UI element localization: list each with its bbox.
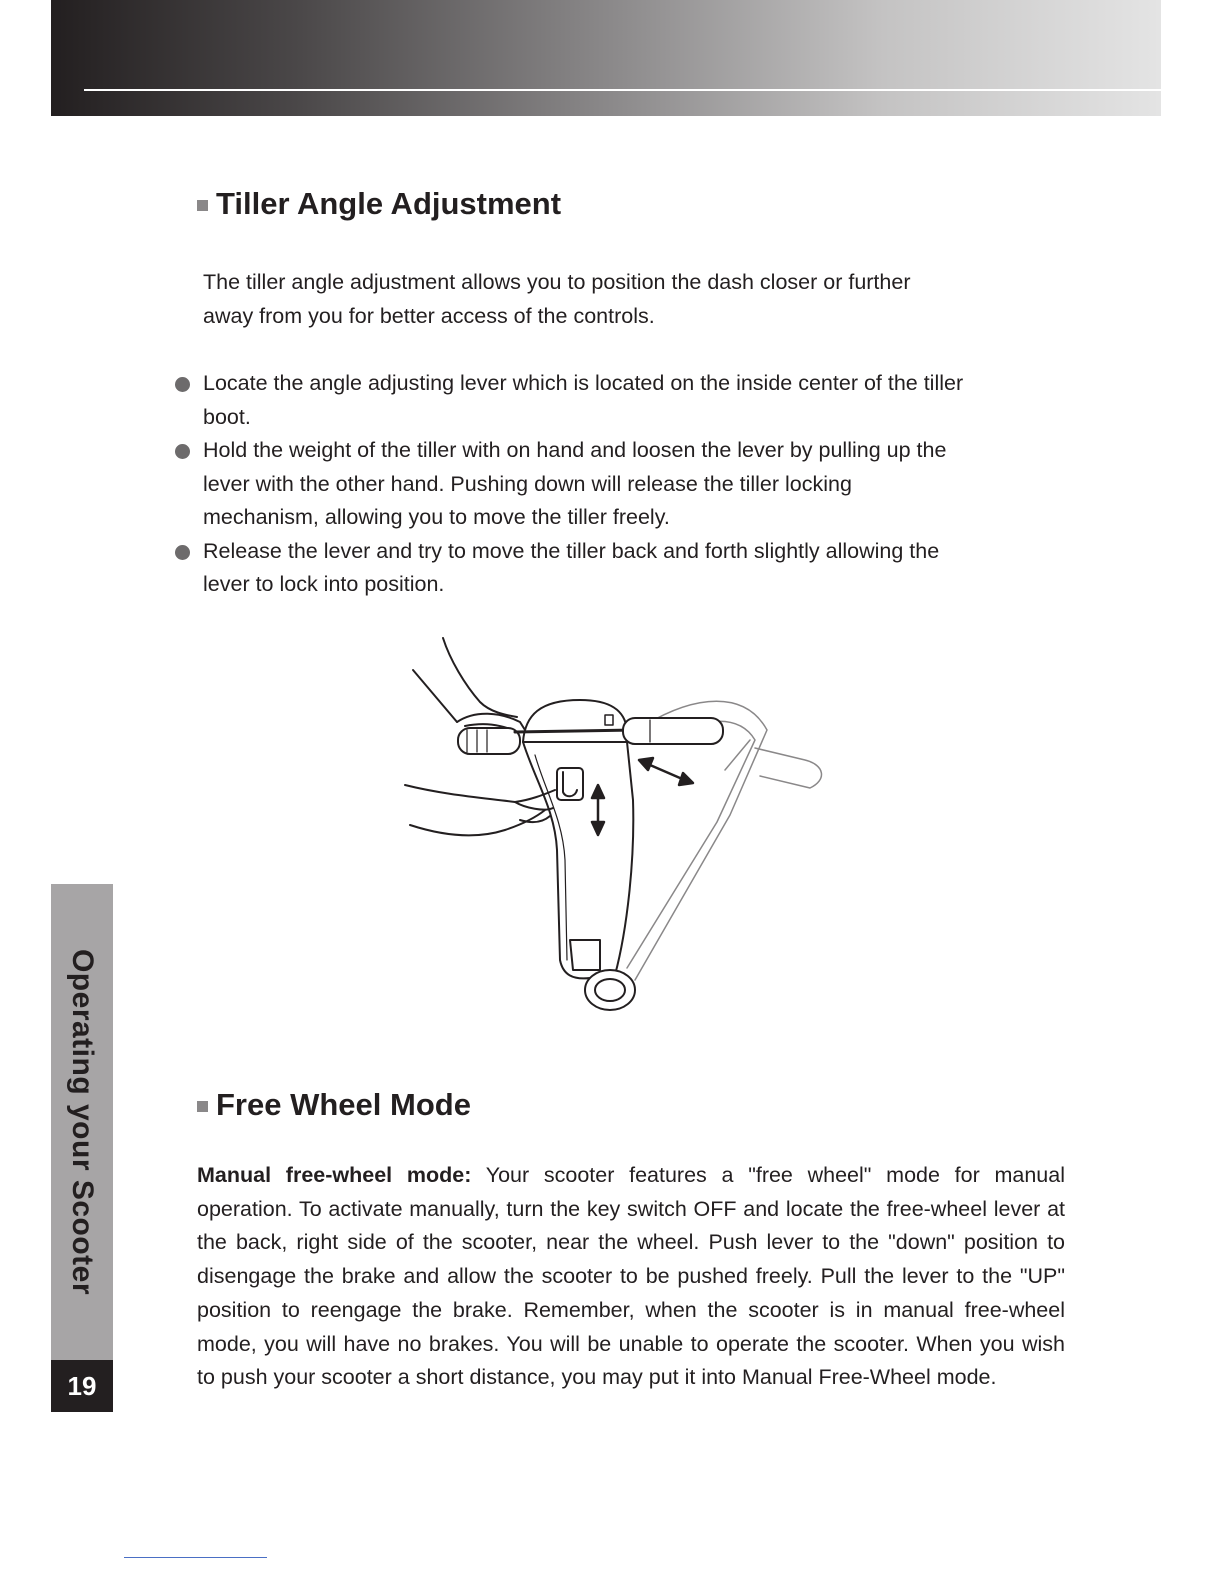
free-wheel-body: Your scooter features a "free wheel" mode for manual operation. To activate manually, turn the key switch OFF and locate the free-wheel lever at the back, right side of the scooter, near the wheel. Push lever to the "down" position to disengage the brake and allow the scooter to be pushed freely. Pull the lever to the "UP" position to reengage the brake. Remember, when the scooter is in manual free-wheel mode, you will have no brakes. You will be unable to operate the scooter. When you wish to push your scooter a short distance, you may put it into Manual Free-Wheel mode.: [197, 1163, 1065, 1390]
square-bullet-icon: [197, 200, 208, 211]
angle-lever-slot: [557, 768, 583, 800]
tiller-adjustment-illustration: [395, 630, 835, 1020]
tiller-title-text: Tiller Angle Adjustment: [216, 186, 562, 221]
tiller-steps-list: [173, 367, 973, 602]
right-handle-grip: [623, 718, 723, 744]
bullet-dot-icon: [175, 545, 190, 560]
section-side-tab-label: Operating your Scooter: [66, 948, 99, 1296]
free-wheel-paragraph: [197, 1159, 1065, 1395]
free-wheel-section-title: [197, 1087, 471, 1123]
bullet-dot-icon: [175, 377, 190, 392]
page-number: 19: [51, 1360, 113, 1412]
list-item: [173, 434, 973, 535]
header-rule: [84, 89, 1161, 91]
lower-arm-outline: [405, 785, 555, 802]
upper-arm-outline: [443, 638, 517, 717]
footer-rule: [124, 1557, 267, 1558]
step-text: Locate the angle adjusting lever which is located on the inside center of the tiller boot.: [203, 371, 964, 429]
tiller-section-title: [197, 186, 561, 222]
tiller-motion-arrow: [639, 758, 693, 785]
dash-console: [523, 700, 627, 742]
square-bullet-icon: [197, 1101, 208, 1112]
header-band: [51, 0, 1161, 116]
list-item: [173, 535, 973, 602]
step-text: Hold the weight of the tiller with on hand and loosen the lever by pulling up the lever with the other hand. Pushing down will release the tiller locking mechanism, allowing you to move the tiller freely.: [203, 438, 947, 529]
bullet-dot-icon: [175, 444, 190, 459]
front-wheel: [585, 970, 635, 1010]
free-wheel-lead: Manual free-wheel mode:: [197, 1163, 472, 1187]
list-item: [173, 367, 973, 434]
step-text: Release the lever and try to move the tiller back and forth slightly allowing the lever to lock into position.: [203, 538, 940, 596]
free-wheel-title-text: Free Wheel Mode: [216, 1087, 471, 1122]
tiller-intro-paragraph: The tiller angle adjustment allows you to position the dash closer or further away from you for better access of the controls.: [203, 270, 911, 328]
